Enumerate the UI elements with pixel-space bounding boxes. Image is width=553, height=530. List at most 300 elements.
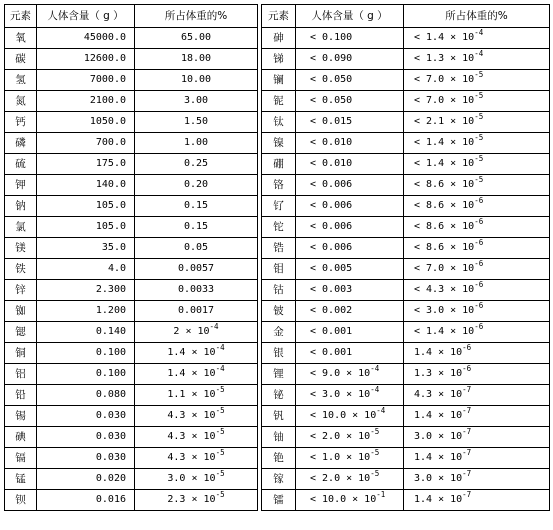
percent-cell-exponent: -7: [462, 406, 472, 415]
element-symbol: 铅: [5, 385, 37, 406]
element-symbol: 氯: [5, 217, 37, 238]
percent-cell: [404, 301, 550, 322]
percent-cell-value: 1.50: [183, 116, 209, 127]
mass-cell-value: < 3.0 × 10: [310, 389, 371, 400]
mass-cell: [296, 238, 404, 259]
mass-cell-value: < 0.006: [310, 179, 353, 190]
mass-cell-exponent: -1: [376, 490, 386, 499]
element-symbol: 银: [262, 343, 296, 364]
percent-cell: [135, 364, 258, 385]
mass-cell-value: < 10.0 × 10: [310, 494, 377, 505]
mass-cell-exponent: -5: [370, 427, 380, 436]
element-symbol: 锡: [5, 406, 37, 427]
percent-cell-exponent: -5: [474, 70, 484, 79]
mass-cell: [37, 364, 135, 385]
element-symbol: 铁: [5, 259, 37, 280]
element-symbol: 碳: [5, 49, 37, 70]
percent-cell-value: < 7.0 × 10: [414, 263, 475, 274]
percent-cell: [135, 406, 258, 427]
element-symbol: 铌: [262, 91, 296, 112]
mass-cell: [296, 322, 404, 343]
mass-cell-value: < 1.0 × 10: [310, 452, 371, 463]
mass-cell-value: 45000.0: [83, 32, 126, 43]
mass-cell: [37, 301, 135, 322]
mass-cell: [296, 28, 404, 49]
mass-cell: [296, 385, 404, 406]
percent-cell: [135, 448, 258, 469]
mass-cell-value: 0.030: [95, 410, 126, 421]
table-row: [5, 175, 550, 196]
mass-cell-value: 0.016: [95, 494, 126, 505]
percent-cell-value: 0.15: [183, 200, 209, 211]
percent-cell: [404, 448, 550, 469]
percent-cell-value: < 8.6 × 10: [414, 200, 475, 211]
element-symbol: 镧: [262, 70, 296, 91]
mass-cell: [296, 133, 404, 154]
mass-cell-exponent: -4: [370, 364, 380, 373]
element-symbol: 锑: [262, 49, 296, 70]
percent-cell: [404, 343, 550, 364]
element-symbol: 铊: [262, 217, 296, 238]
percent-cell: [135, 28, 258, 49]
mass-cell-value: 12600.0: [83, 53, 126, 64]
percent-cell-exponent: -4: [215, 364, 225, 373]
table-row: [5, 385, 550, 406]
percent-cell-exponent: -5: [215, 448, 225, 457]
mass-cell: [37, 49, 135, 70]
percent-cell: [404, 385, 550, 406]
element-symbol: 镉: [5, 448, 37, 469]
percent-cell-value: 4.3 × 10: [414, 389, 463, 400]
mass-cell: [296, 280, 404, 301]
header-element-right: 元素: [262, 5, 296, 28]
table-row: [5, 301, 550, 322]
mass-cell-value: 175.0: [95, 158, 126, 169]
percent-cell: [135, 196, 258, 217]
mass-cell-value: < 0.090: [310, 53, 353, 64]
percent-cell-value: 1.4 × 10: [414, 494, 463, 505]
percent-cell-exponent: -5: [215, 469, 225, 478]
percent-cell: [404, 238, 550, 259]
mass-cell: [37, 175, 135, 196]
mass-cell-value: 0.140: [95, 326, 126, 337]
mass-cell-value: < 0.006: [310, 221, 353, 232]
percent-cell-exponent: -7: [462, 427, 472, 436]
percent-cell: [135, 238, 258, 259]
mass-cell: [37, 490, 135, 511]
mass-cell-value: 0.100: [95, 347, 126, 358]
element-symbol: 铝: [5, 364, 37, 385]
mass-cell-value: < 9.0 × 10: [310, 368, 371, 379]
percent-cell-value: 1.4 × 10: [414, 452, 463, 463]
percent-cell-value: 3.0 × 10: [414, 431, 463, 442]
mass-cell-value: 0.080: [95, 389, 126, 400]
percent-cell: [404, 259, 550, 280]
mass-cell-value: 105.0: [95, 221, 126, 232]
element-symbol: 铜: [5, 343, 37, 364]
percent-cell-value: 0.15: [183, 221, 209, 232]
percent-cell-value: 0.25: [183, 158, 209, 169]
percent-cell-exponent: -5: [215, 406, 225, 415]
percent-cell-exponent: -5: [215, 490, 225, 499]
element-symbol: 铋: [262, 385, 296, 406]
table-row: [5, 238, 550, 259]
table-row: [5, 490, 550, 511]
mass-cell-value: < 0.100: [310, 32, 353, 43]
element-symbol: 钒: [262, 406, 296, 427]
mass-cell-value: < 0.003: [310, 284, 353, 295]
element-symbol: 锰: [5, 469, 37, 490]
percent-cell: [404, 196, 550, 217]
mass-cell: [37, 28, 135, 49]
element-symbol: 砷: [262, 28, 296, 49]
percent-cell: [135, 280, 258, 301]
mass-cell: [37, 343, 135, 364]
percent-cell-exponent: -7: [462, 469, 472, 478]
mass-cell-value: < 2.0 × 10: [310, 473, 371, 484]
mass-cell-value: < 0.001: [310, 347, 353, 358]
table-row: [5, 448, 550, 469]
element-symbol: 镁: [5, 238, 37, 259]
percent-cell-exponent: -4: [474, 49, 484, 58]
header-mass: 人体含量（ g ）: [37, 5, 135, 28]
mass-cell: [37, 469, 135, 490]
percent-cell-exponent: -5: [215, 385, 225, 394]
percent-cell-value: < 8.6 × 10: [414, 179, 475, 190]
element-symbol: 钡: [5, 490, 37, 511]
percent-cell-value: 1.4 × 10: [414, 347, 463, 358]
element-symbol: 铬: [262, 175, 296, 196]
mass-cell: [296, 70, 404, 91]
mass-cell: [296, 217, 404, 238]
element-symbol: 钠: [5, 196, 37, 217]
mass-cell-value: 2100.0: [89, 95, 126, 106]
table-row: [5, 28, 550, 49]
mass-cell: [296, 406, 404, 427]
element-symbol: 碘: [5, 427, 37, 448]
element-symbol: 钴: [262, 280, 296, 301]
percent-cell-exponent: -5: [215, 427, 225, 436]
element-symbol: 硼: [262, 154, 296, 175]
element-symbol: 钾: [5, 175, 37, 196]
mass-cell-value: < 2.0 × 10: [310, 431, 371, 442]
mass-cell-value: < 0.001: [310, 326, 353, 337]
element-symbol: 锶: [5, 322, 37, 343]
mass-cell-value: 2.300: [95, 284, 126, 295]
mass-cell-value: < 0.015: [310, 116, 353, 127]
mass-cell: [296, 49, 404, 70]
mass-cell-value: 4.0: [107, 263, 126, 274]
percent-cell-value: 2 × 10: [173, 326, 210, 337]
percent-cell-value: 2.3 × 10: [167, 494, 216, 505]
percent-cell-exponent: -6: [474, 217, 484, 226]
percent-cell-exponent: -7: [462, 448, 472, 457]
percent-cell-exponent: -5: [474, 91, 484, 100]
percent-cell-value: 4.3 × 10: [167, 410, 216, 421]
header-percent: 所占体重的%: [135, 5, 258, 28]
percent-cell-exponent: -7: [462, 490, 472, 499]
percent-cell: [404, 280, 550, 301]
mass-cell: [37, 322, 135, 343]
mass-cell: [37, 259, 135, 280]
percent-cell-value: 0.0033: [177, 284, 215, 295]
percent-cell: [135, 301, 258, 322]
percent-cell-value: < 1.3 × 10: [414, 53, 475, 64]
mass-cell-value: 1.200: [95, 305, 126, 316]
element-symbol: 金: [262, 322, 296, 343]
percent-cell: [135, 70, 258, 91]
mass-cell-value: 140.0: [95, 179, 126, 190]
table-row: [5, 427, 550, 448]
percent-cell: [404, 28, 550, 49]
mass-cell-exponent: -5: [370, 469, 380, 478]
percent-cell-exponent: -4: [209, 322, 219, 331]
mass-cell-value: < 0.010: [310, 158, 353, 169]
percent-cell: [404, 469, 550, 490]
mass-cell: [296, 154, 404, 175]
percent-cell-value: < 1.4 × 10: [414, 32, 475, 43]
element-symbol: 铯: [262, 448, 296, 469]
element-symbol: 镓: [262, 469, 296, 490]
mass-cell-value: < 0.006: [310, 242, 353, 253]
mass-cell-value: 0.100: [95, 368, 126, 379]
element-symbol: 钙: [5, 112, 37, 133]
element-symbol: 锂: [262, 364, 296, 385]
percent-cell: [135, 112, 258, 133]
element-symbol: 锌: [5, 280, 37, 301]
percent-cell-exponent: -4: [215, 343, 225, 352]
percent-cell-exponent: -6: [474, 196, 484, 205]
percent-cell-exponent: -6: [474, 280, 484, 289]
percent-cell: [135, 427, 258, 448]
percent-cell: [404, 427, 550, 448]
element-symbol: 钛: [262, 112, 296, 133]
percent-cell: [135, 469, 258, 490]
mass-cell-value: < 0.050: [310, 74, 353, 85]
percent-cell-exponent: -6: [462, 364, 472, 373]
element-symbol: 氧: [5, 28, 37, 49]
percent-cell-exponent: -5: [474, 154, 484, 163]
percent-cell-exponent: -6: [474, 322, 484, 331]
table-row: [5, 217, 550, 238]
percent-cell-value: 3.0 × 10: [167, 473, 216, 484]
percent-cell: [404, 175, 550, 196]
table-row: [5, 280, 550, 301]
mass-cell-value: < 10.0 × 10: [310, 410, 377, 421]
mass-cell: [296, 469, 404, 490]
element-table-container: [4, 4, 549, 511]
table-row: [5, 196, 550, 217]
table-row: [5, 364, 550, 385]
percent-cell-value: 65.00: [180, 32, 212, 43]
element-symbol: 硫: [5, 154, 37, 175]
percent-cell-exponent: -6: [474, 238, 484, 247]
percent-cell: [135, 343, 258, 364]
percent-cell: [404, 406, 550, 427]
mass-cell: [37, 112, 135, 133]
element-symbol: 铍: [262, 301, 296, 322]
table-row: [5, 469, 550, 490]
mass-cell: [37, 406, 135, 427]
percent-cell-exponent: -7: [462, 385, 472, 394]
table-row: [5, 322, 550, 343]
mass-cell: [37, 196, 135, 217]
percent-cell-value: < 8.6 × 10: [414, 242, 475, 253]
percent-cell-value: 1.1 × 10: [167, 389, 216, 400]
percent-cell: [135, 49, 258, 70]
mass-cell: [37, 238, 135, 259]
header-percent-right: 所占体重的%: [404, 5, 550, 28]
percent-cell-value: < 1.4 × 10: [414, 137, 475, 148]
mass-cell: [296, 490, 404, 511]
percent-cell: [404, 70, 550, 91]
mass-cell-exponent: -4: [370, 385, 380, 394]
mass-cell-value: 700.0: [95, 137, 126, 148]
percent-cell-value: 10.00: [180, 74, 212, 85]
table-row: [5, 49, 550, 70]
percent-cell-value: < 2.1 × 10: [414, 116, 475, 127]
mass-cell-value: < 0.010: [310, 137, 353, 148]
table-row: [5, 343, 550, 364]
mass-cell: [37, 427, 135, 448]
element-symbol: 铀: [262, 427, 296, 448]
percent-cell: [135, 175, 258, 196]
percent-cell: [135, 91, 258, 112]
mass-cell-value: 105.0: [95, 200, 126, 211]
mass-cell: [37, 133, 135, 154]
mass-cell: [296, 175, 404, 196]
percent-cell: [135, 385, 258, 406]
mass-cell-exponent: -4: [376, 406, 386, 415]
percent-cell-value: 1.4 × 10: [167, 368, 216, 379]
mass-cell-exponent: -5: [370, 448, 380, 457]
element-symbol: 磷: [5, 133, 37, 154]
percent-cell-exponent: -6: [462, 343, 472, 352]
mass-cell-value: 0.020: [95, 473, 126, 484]
percent-cell: [404, 133, 550, 154]
mass-cell: [37, 280, 135, 301]
element-symbol: 钼: [262, 259, 296, 280]
element-symbol: 镭: [262, 490, 296, 511]
mass-cell-value: < 0.050: [310, 95, 353, 106]
mass-cell: [37, 385, 135, 406]
percent-cell-exponent: -5: [474, 175, 484, 184]
mass-cell: [37, 217, 135, 238]
mass-cell: [296, 427, 404, 448]
percent-cell-value: 0.0017: [177, 305, 215, 316]
percent-cell: [404, 112, 550, 133]
percent-cell-exponent: -4: [474, 28, 484, 37]
percent-cell-value: < 1.4 × 10: [414, 326, 475, 337]
table-row: [5, 133, 550, 154]
percent-cell-exponent: -5: [474, 133, 484, 142]
header-mass-right: 人体含量（ g ）: [296, 5, 404, 28]
percent-cell: [404, 217, 550, 238]
percent-cell-value: 0.0057: [177, 263, 215, 274]
table-row: [5, 70, 550, 91]
percent-cell-value: < 1.4 × 10: [414, 158, 475, 169]
mass-cell: [296, 364, 404, 385]
percent-cell-value: 18.00: [180, 53, 212, 64]
element-content-table: [4, 4, 550, 511]
percent-cell: [404, 91, 550, 112]
mass-cell-value: 0.030: [95, 431, 126, 442]
percent-cell: [135, 490, 258, 511]
element-symbol: 铷: [5, 301, 37, 322]
percent-cell: [135, 217, 258, 238]
mass-cell: [296, 112, 404, 133]
percent-cell-value: < 7.0 × 10: [414, 95, 475, 106]
mass-cell: [296, 343, 404, 364]
percent-cell: [135, 259, 258, 280]
percent-cell: [404, 154, 550, 175]
percent-cell: [404, 322, 550, 343]
mass-cell: [296, 196, 404, 217]
table-row: [5, 259, 550, 280]
percent-cell-value: 1.3 × 10: [414, 368, 463, 379]
percent-cell-value: 4.3 × 10: [167, 452, 216, 463]
element-symbol: 氢: [5, 70, 37, 91]
percent-cell: [404, 364, 550, 385]
percent-cell: [404, 49, 550, 70]
header-row: [5, 5, 550, 28]
mass-cell: [37, 154, 135, 175]
mass-cell: [37, 70, 135, 91]
percent-cell-value: 0.05: [183, 242, 209, 253]
percent-cell-value: < 8.6 × 10: [414, 221, 475, 232]
percent-cell: [135, 154, 258, 175]
mass-cell-value: 35.0: [101, 242, 126, 253]
mass-cell-value: < 0.005: [310, 263, 353, 274]
element-symbol: 钌: [262, 196, 296, 217]
percent-cell-exponent: -5: [474, 112, 484, 121]
percent-cell-value: 1.00: [183, 137, 209, 148]
mass-cell-value: < 0.006: [310, 200, 353, 211]
table-row: [5, 112, 550, 133]
mass-cell-value: 0.030: [95, 452, 126, 463]
mass-cell: [37, 91, 135, 112]
percent-cell-value: 4.3 × 10: [167, 431, 216, 442]
element-symbol: 氮: [5, 91, 37, 112]
percent-cell: [135, 322, 258, 343]
mass-cell-value: 1050.0: [89, 116, 126, 127]
mass-cell-value: 7000.0: [89, 74, 126, 85]
percent-cell-value: 3.00: [183, 95, 209, 106]
percent-cell: [404, 490, 550, 511]
percent-cell-exponent: -6: [474, 301, 484, 310]
header-element: 元素: [5, 5, 37, 28]
percent-cell-exponent: -6: [474, 259, 484, 268]
mass-cell: [296, 259, 404, 280]
mass-cell-value: < 0.002: [310, 305, 353, 316]
element-symbol: 锆: [262, 238, 296, 259]
table-row: [5, 91, 550, 112]
percent-cell-value: < 4.3 × 10: [414, 284, 475, 295]
element-symbol: 镍: [262, 133, 296, 154]
percent-cell-value: 1.4 × 10: [414, 410, 463, 421]
mass-cell: [296, 448, 404, 469]
percent-cell-value: 0.20: [183, 179, 209, 190]
percent-cell-value: < 7.0 × 10: [414, 74, 475, 85]
mass-cell: [37, 448, 135, 469]
mass-cell: [296, 91, 404, 112]
table-row: [5, 406, 550, 427]
percent-cell-value: < 3.0 × 10: [414, 305, 475, 316]
percent-cell: [135, 133, 258, 154]
table-row: [5, 154, 550, 175]
percent-cell-value: 3.0 × 10: [414, 473, 463, 484]
mass-cell: [296, 301, 404, 322]
